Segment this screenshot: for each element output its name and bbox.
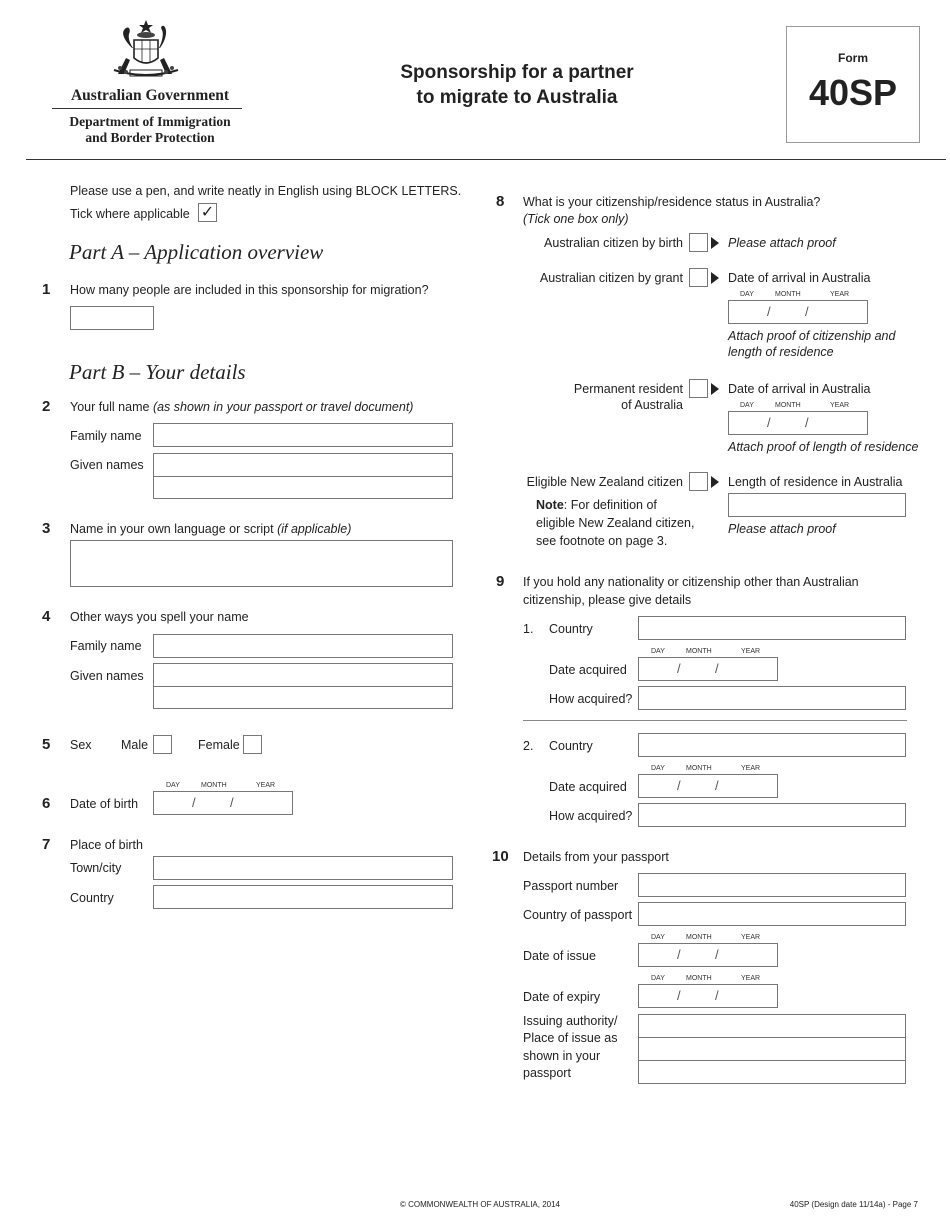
form-number: 40SP	[808, 72, 898, 113]
question-number: 3	[42, 520, 51, 537]
question-number: 8	[496, 193, 505, 210]
year-label: YEAR	[741, 975, 761, 982]
month-label: MONTH	[686, 975, 712, 982]
town-city-label: Town/city	[70, 861, 122, 875]
issuing-authority-input-3[interactable]	[638, 1060, 906, 1084]
question-text	[70, 400, 413, 414]
part-a-heading: Part A – Application overview	[69, 240, 324, 264]
tick-instruction: Tick where applicable	[70, 207, 190, 221]
date-of-expiry-input[interactable]	[638, 984, 778, 1008]
date-acquired-2-input[interactable]	[638, 774, 778, 798]
month-label: MONTH	[775, 402, 801, 409]
citizen-by-grant-checkbox[interactable]	[689, 268, 708, 287]
date-acquired-label: Date acquired	[549, 663, 627, 677]
date-separator: /	[715, 778, 719, 793]
attach-proof-note: Attach proof of length of residence	[728, 440, 919, 454]
other-given-names-input[interactable]	[153, 663, 453, 687]
form-title-line2: to migrate to Australia	[416, 87, 618, 108]
attach-proof-note: Attach proof of citizenship and	[728, 329, 896, 343]
month-label: MONTH	[201, 782, 227, 789]
issuing-authority-label: Issuing authority/	[523, 1014, 618, 1028]
question-number: 6	[42, 795, 51, 812]
date-separator: /	[805, 415, 809, 430]
question-text-2: citizenship, please give details	[523, 593, 692, 607]
day-label: DAY	[740, 291, 754, 298]
date-separator: /	[677, 947, 681, 962]
issuing-authority-label-4: passport	[523, 1066, 571, 1080]
question-number: 10	[492, 848, 509, 865]
arrow-right-icon	[711, 272, 719, 284]
issuing-authority-label-3: shown in your	[523, 1049, 601, 1063]
place-of-birth-label: Place of birth	[70, 838, 143, 852]
how-acquired-label: How acquired?	[549, 809, 633, 823]
date-separator: /	[715, 947, 719, 962]
note-bold: Note	[536, 498, 564, 512]
entry-number: 2.	[523, 739, 534, 753]
day-label: DAY	[740, 402, 754, 409]
question-text: How many people are included in this sponsorship for migration?	[70, 283, 429, 297]
citizen-by-birth-label: Australian citizen by birth	[544, 236, 683, 250]
question-hint: (as shown in your passport or travel document)	[152, 400, 414, 414]
form-number-box	[786, 26, 920, 143]
date-separator: /	[677, 988, 681, 1003]
country-label: Country	[70, 891, 114, 905]
date-acquired-label: Date acquired	[549, 780, 627, 794]
day-label: DAY	[651, 648, 665, 655]
date-of-arrival-label: Date of arrival in Australia	[728, 382, 871, 396]
female-label: Female	[198, 738, 240, 752]
question-text	[70, 522, 351, 536]
question-hint: (if applicable)	[277, 522, 352, 536]
header-divider	[52, 108, 242, 109]
resident-arrival-date-input[interactable]	[728, 411, 868, 435]
country-of-passport-input[interactable]	[638, 902, 906, 926]
issuing-authority-label-2: Place of issue as	[523, 1031, 618, 1045]
copyright-text: © COMMONWEALTH OF AUSTRALIA, 2014	[400, 1200, 560, 1209]
issuing-authority-input[interactable]	[638, 1014, 906, 1038]
arrow-right-icon	[711, 237, 719, 249]
people-count-input[interactable]	[70, 306, 154, 330]
length-of-residence-input[interactable]	[728, 493, 906, 517]
date-of-issue-label: Date of issue	[523, 949, 596, 963]
citizen-by-grant-label: Australian citizen by grant	[539, 271, 683, 285]
own-language-name-input[interactable]	[70, 540, 453, 587]
question-text-main: Name in your own language or script	[70, 522, 278, 536]
tick-example-box	[198, 203, 217, 222]
other-country-2-input[interactable]	[638, 733, 906, 757]
month-label: MONTH	[686, 765, 712, 772]
date-separator: /	[715, 661, 719, 676]
year-label: YEAR	[741, 934, 761, 941]
question-number: 2	[42, 398, 51, 415]
citizen-by-birth-checkbox[interactable]	[689, 233, 708, 252]
other-family-name-input[interactable]	[153, 634, 453, 658]
date-separator: /	[677, 661, 681, 676]
date-separator: /	[677, 778, 681, 793]
permanent-resident-checkbox[interactable]	[689, 379, 708, 398]
month-label: MONTH	[686, 934, 712, 941]
year-label: YEAR	[741, 648, 761, 655]
question-number: 9	[496, 573, 505, 590]
given-names-label: Given names	[70, 458, 144, 472]
female-checkbox[interactable]	[243, 735, 262, 754]
length-of-residence-label: Length of residence in Australia	[728, 475, 903, 489]
form-title-line1: Sponsorship for a partner	[400, 62, 634, 83]
form-title	[340, 60, 694, 110]
form-label: Form	[838, 51, 868, 65]
part-b-heading: Part B – Your details	[69, 360, 246, 384]
date-separator: /	[767, 415, 771, 430]
birth-country-input[interactable]	[153, 885, 453, 909]
attach-proof-note: Please attach proof	[728, 522, 836, 536]
nz-note	[536, 498, 657, 512]
page-info: 40SP (Design date 11/14a) - Page 7	[789, 1200, 918, 1209]
instruction-text: Please use a pen, and write neatly in English using BLOCK LETTERS.	[70, 184, 462, 198]
date-of-arrival-label: Date of arrival in Australia	[728, 271, 871, 285]
nz-note-line2: eligible New Zealand citizen,	[536, 516, 695, 530]
country-label: Country	[549, 739, 593, 753]
date-separator: /	[715, 988, 719, 1003]
month-label: MONTH	[686, 648, 712, 655]
department-name-line1: Department of Immigration	[69, 114, 231, 129]
given-names-input[interactable]	[153, 453, 453, 477]
permanent-resident-label-2: of Australia	[621, 398, 683, 412]
question-number: 1	[42, 281, 51, 298]
family-name-label: Family name	[70, 429, 142, 443]
date-separator: /	[805, 304, 809, 319]
coat-of-arms-logo	[96, 18, 196, 82]
date-separator: /	[767, 304, 771, 319]
date-of-expiry-label: Date of expiry	[523, 990, 601, 1004]
year-label: YEAR	[830, 291, 850, 298]
family-name-input[interactable]	[153, 423, 453, 447]
question-text: What is your citizenship/residence status in Australia?	[523, 195, 821, 209]
year-label: YEAR	[256, 782, 276, 789]
department-name-line2: and Border Protection	[85, 130, 215, 145]
date-separator: /	[192, 795, 196, 810]
grant-arrival-date-input[interactable]	[728, 300, 868, 324]
question-text: Other ways you spell your name	[70, 610, 249, 624]
nz-citizen-label: Eligible New Zealand citizen	[526, 475, 683, 489]
given-names-input-2[interactable]	[153, 476, 453, 499]
permanent-resident-label: Permanent resident	[573, 382, 683, 396]
header-rule	[26, 159, 946, 160]
question-number: 4	[42, 608, 51, 625]
checkmark-icon: ✓	[200, 204, 215, 221]
question-text: Details from your passport	[523, 850, 669, 864]
male-label: Male	[121, 738, 149, 752]
nz-citizen-checkbox[interactable]	[689, 472, 708, 491]
day-label: DAY	[651, 765, 665, 772]
issuing-authority-input-2[interactable]	[638, 1037, 906, 1061]
question-hint: (Tick one box only)	[523, 212, 629, 226]
arrow-right-icon	[711, 476, 719, 488]
attach-proof-note: length of residence	[728, 345, 834, 359]
question-text: If you hold any nationality or citizenship other than Australian	[523, 575, 859, 589]
date-of-issue-input[interactable]	[638, 943, 778, 967]
month-label: MONTH	[775, 291, 801, 298]
year-label: YEAR	[830, 402, 850, 409]
passport-number-input[interactable]	[638, 873, 906, 897]
male-checkbox[interactable]	[153, 735, 172, 754]
date-acquired-1-input[interactable]	[638, 657, 778, 681]
nz-note-line3: see footnote on page 3.	[536, 534, 668, 548]
sex-label: Sex	[70, 738, 92, 752]
date-separator: /	[230, 795, 234, 810]
how-acquired-label: How acquired?	[549, 692, 633, 706]
date-of-birth-label: Date of birth	[70, 797, 139, 811]
how-acquired-2-input[interactable]	[638, 803, 906, 827]
question-text-main: Your full name	[70, 400, 153, 414]
how-acquired-1-input[interactable]	[638, 686, 906, 710]
entry-number: 1.	[523, 622, 534, 636]
day-label: DAY	[651, 975, 665, 982]
year-label: YEAR	[741, 765, 761, 772]
day-label: DAY	[651, 934, 665, 941]
date-of-birth-input[interactable]	[153, 791, 293, 815]
attach-proof-note: Please attach proof	[728, 236, 836, 250]
birth-town-input[interactable]	[153, 856, 453, 880]
entry-divider	[523, 720, 907, 721]
country-label: Country	[549, 622, 593, 636]
passport-number-label: Passport number	[523, 879, 619, 893]
family-name-label: Family name	[70, 639, 142, 653]
question-number: 7	[42, 836, 51, 853]
given-names-label: Given names	[70, 669, 144, 683]
question-number: 5	[42, 736, 51, 753]
day-label: DAY	[166, 782, 180, 789]
other-given-names-input-2[interactable]	[153, 686, 453, 709]
arrow-right-icon	[711, 383, 719, 395]
country-of-passport-label: Country of passport	[523, 908, 633, 922]
note-text: : For definition of	[563, 498, 657, 512]
government-name: Australian Government	[70, 87, 229, 104]
other-country-1-input[interactable]	[638, 616, 906, 640]
